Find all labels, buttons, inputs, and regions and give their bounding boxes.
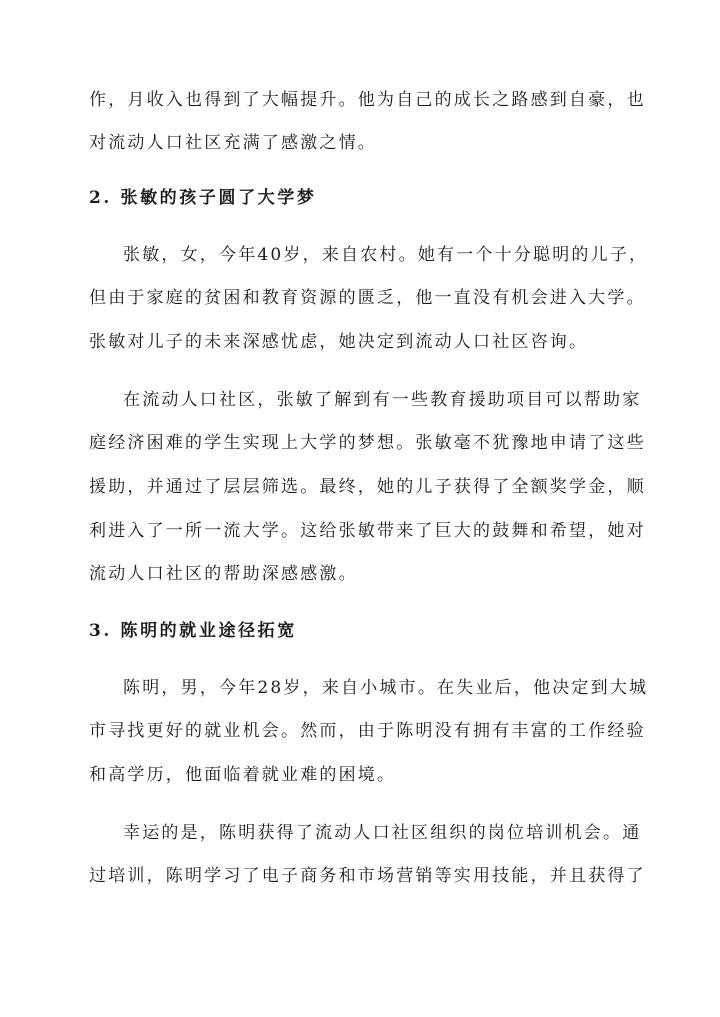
paragraph-line: 陈明，男，今年28岁，来自小城市。在失业后，他决定到大城: [123, 678, 649, 698]
paragraph-line: 但由于家庭的贫困和教育资源的匮乏，他一直没有机会进入大学。: [89, 288, 646, 308]
section-heading-2: 2. 张敏的孩子圆了大学梦: [89, 188, 317, 208]
paragraph-line: 作，月收入也得到了大幅提升。他为自己的成长之路感到自豪，也: [89, 90, 646, 110]
paragraph-line: 市寻找更好的就业机会。然而，由于陈明没有拥有丰富的工作经验: [89, 721, 646, 741]
paragraph-line: 援助，并通过了层层筛选。最终，她的儿子获得了全额奖学金，顺: [89, 477, 646, 497]
paragraph-line: 利进入了一所一流大学。这给张敏带来了巨大的鼓舞和希望，她对: [89, 521, 646, 541]
paragraph-line: 在流动人口社区，张敏了解到有一些教育援助项目可以帮助家: [123, 390, 642, 410]
paragraph-line: 和高学历，他面临着就业难的困境。: [89, 765, 397, 785]
section-heading-3: 3. 陈明的就业途径拓宽: [89, 621, 297, 641]
paragraph-line: 张敏对儿子的未来深感忧虑，她决定到流动人口社区咨询。: [89, 332, 589, 352]
paragraph-line: 张敏，女，今年40岁，来自农村。她有一个十分聪明的儿子，: [123, 245, 649, 265]
paragraph-line: 幸运的是，陈明获得了流动人口社区组织的岗位培训机会。通: [123, 823, 642, 843]
paragraph-line: 过培训，陈明学习了电子商务和市场营销等实用技能，并且获得了: [89, 866, 646, 886]
paragraph-line: 庭经济困难的学生实现上大学的梦想。张敏毫不犹豫地申请了这些: [89, 433, 646, 453]
paragraph-line: 流动人口社区的帮助深感感激。: [89, 564, 358, 584]
paragraph-line: 对流动人口社区充满了感激之情。: [89, 133, 377, 153]
